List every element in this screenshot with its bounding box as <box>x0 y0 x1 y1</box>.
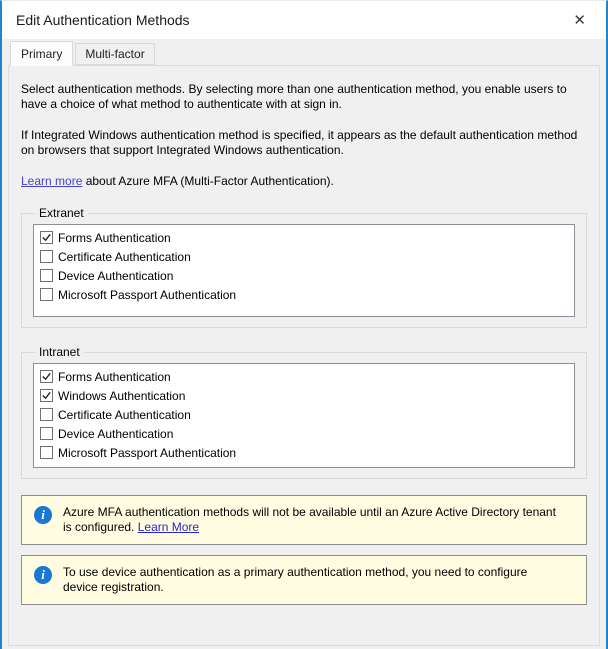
checkbox-row-intranet-windows[interactable] <box>38 386 570 405</box>
group-extranet <box>21 206 587 328</box>
tab-page-primary <box>8 65 600 646</box>
intro-paragraph-1: Select authentication methods. By selecting more than one authentication method, you enable users to have a choice of what method to authenticate with at sign in. <box>21 82 567 111</box>
checkbox-row-extranet-forms[interactable] <box>38 228 570 247</box>
checkbox-label: Microsoft Passport Authentication <box>58 445 237 460</box>
checkmark-icon <box>41 390 52 401</box>
checkbox-icon[interactable] <box>40 370 53 383</box>
learn-more-suffix: about Azure MFA (Multi-Factor Authentication). <box>82 174 334 188</box>
checkbox-icon[interactable] <box>40 446 53 459</box>
checkbox-label: Windows Authentication <box>58 388 186 403</box>
notice-azure-mfa-text <box>63 505 563 535</box>
tab-strip <box>2 39 606 65</box>
checkbox-label: Forms Authentication <box>58 369 171 384</box>
close-icon[interactable]: ✕ <box>573 11 586 29</box>
intro-paragraph-2: If Integrated Windows authentication method is specified, it appears as the default authentication method on browsers that support Integrated Windows authentication. <box>21 128 578 157</box>
checkbox-icon[interactable] <box>40 427 53 440</box>
group-intranet <box>21 345 587 479</box>
checkbox-label: Device Authentication <box>58 426 174 441</box>
titlebar <box>2 1 606 39</box>
checkbox-row-intranet-certificate[interactable] <box>38 405 570 424</box>
checkbox-icon[interactable] <box>40 408 53 421</box>
checkbox-label: Forms Authentication <box>58 230 171 245</box>
checkbox-icon[interactable] <box>40 389 53 402</box>
checkbox-row-intranet-device[interactable] <box>38 424 570 443</box>
group-extranet-label: Extranet <box>39 206 84 220</box>
checkbox-icon[interactable] <box>40 231 53 244</box>
checkbox-icon[interactable] <box>40 269 53 282</box>
checkmark-icon <box>41 371 52 382</box>
checkbox-label: Microsoft Passport Authentication <box>58 287 237 302</box>
checkbox-row-extranet-certificate[interactable] <box>38 247 570 266</box>
checkmark-icon <box>41 232 52 243</box>
notice-text: To use device authentication as a primary authentication method, you need to configure device registration. <box>63 565 528 594</box>
intranet-listbox <box>33 363 575 468</box>
checkbox-row-intranet-forms[interactable] <box>38 367 570 386</box>
checkbox-row-extranet-device[interactable] <box>38 266 570 285</box>
info-icon: i <box>34 506 52 524</box>
notice-learn-more-link[interactable]: Learn More <box>137 520 200 534</box>
learn-more-link[interactable]: Learn more <box>21 174 83 188</box>
extranet-listbox <box>33 224 575 317</box>
notice-text: Azure MFA authentication methods will not be available until an Azure Active Directory tenant is configured. <box>63 505 556 534</box>
group-intranet-label: Intranet <box>39 345 80 359</box>
notice-device-registration <box>21 555 587 605</box>
tab-primary[interactable]: Primary <box>10 41 73 66</box>
intro-paragraph-3 <box>21 174 587 189</box>
checkbox-icon[interactable] <box>40 250 53 263</box>
info-icon: i <box>34 566 52 584</box>
checkbox-row-intranet-passport[interactable] <box>38 443 570 462</box>
tab-multi-factor[interactable]: Multi-factor <box>75 43 154 65</box>
notice-azure-mfa <box>21 495 587 545</box>
checkbox-label: Certificate Authentication <box>58 249 191 264</box>
checkbox-label: Certificate Authentication <box>58 407 191 422</box>
window-title: Edit Authentication Methods <box>16 12 190 28</box>
checkbox-icon[interactable] <box>40 288 53 301</box>
checkbox-label: Device Authentication <box>58 268 174 283</box>
notice-device-registration-text <box>63 565 563 595</box>
checkbox-row-extranet-passport[interactable] <box>38 285 570 304</box>
